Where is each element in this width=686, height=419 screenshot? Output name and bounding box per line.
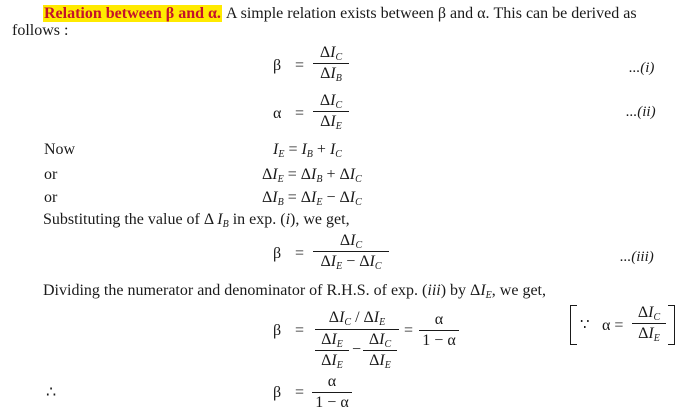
eq2-fraction: $\Delta I_C$ $\Delta I_E$ <box>313 93 349 130</box>
eq4-bottom-minus: − <box>352 341 362 358</box>
eq4-lhs: β <box>273 322 282 339</box>
heading-highlight: Relation between β and α. <box>44 5 221 22</box>
because-symbol: ∵ <box>580 317 590 333</box>
left-bracket <box>570 305 577 345</box>
eq3-fraction: $\Delta I_C$ $\Delta I_E - \Delta I_C$ <box>313 233 389 270</box>
final-fraction: α 1 − α <box>312 374 352 411</box>
substituting-sentence: Substituting the value of Δ $I_B$ in exp. (i), we get, <box>43 211 350 230</box>
or2-word: or <box>44 189 58 206</box>
eq4-result-fraction: α 1 − α <box>419 312 459 349</box>
final-equals: = <box>295 384 305 401</box>
eq4-bottom <box>315 332 399 370</box>
eq2-label: ...(ii) <box>626 104 656 120</box>
eq4-compound-fraction <box>315 310 399 370</box>
dividing-sentence: Dividing the numerator and denominator of R.H.S. of exp. (iii) by $\Delta I_E$, we get, <box>43 282 546 301</box>
therefore-symbol: ∴ <box>46 384 57 401</box>
eq1-lhs: β <box>273 57 282 74</box>
side-fraction: $\Delta I_C$ $\Delta I_E$ <box>632 305 666 342</box>
eq3-equals: = <box>295 245 305 262</box>
intro-text-line2: follows : <box>12 22 69 39</box>
eq3-label: ...(iii) <box>620 249 654 265</box>
eq1-fraction-bar <box>313 63 349 64</box>
or1-word: or <box>44 166 58 183</box>
eq2-equals: = <box>295 105 305 122</box>
eq1-label: ...(i) <box>629 60 655 76</box>
eq4-equals: = <box>295 322 305 339</box>
now-word: Now <box>44 141 76 158</box>
eq4-bottom-left-fraction: $\Delta I_E$ $\Delta I_E$ <box>315 332 349 369</box>
now-equation: $I_E = I_B + I_C$ <box>273 141 342 160</box>
eq1-equals: = <box>295 57 305 74</box>
eq4-bottom-right-fraction: $\Delta I_C$ $\Delta I_E$ <box>363 332 397 369</box>
eq3-lhs: β <box>273 245 282 262</box>
eq4-equals-2: = <box>404 322 414 339</box>
final-lhs: β <box>273 384 282 401</box>
intro-paragraph <box>43 6 637 22</box>
eq4-top: $\Delta I_C / \Delta I_E$ <box>328 309 386 328</box>
eq2-lhs: α <box>273 105 282 122</box>
right-bracket <box>668 305 675 345</box>
eq1-fraction: $\Delta I_C$ $\Delta I_B$ <box>313 45 349 82</box>
or2-equation: $\Delta I_B = \Delta I_E - \Delta I_C$ <box>262 189 362 208</box>
or1-equation: $\Delta I_E = \Delta I_B + \Delta I_C$ <box>262 166 362 185</box>
intro-text: A simple relation exists between β and α. This can be derived as <box>225 5 637 22</box>
side-alpha: α = <box>602 317 624 334</box>
